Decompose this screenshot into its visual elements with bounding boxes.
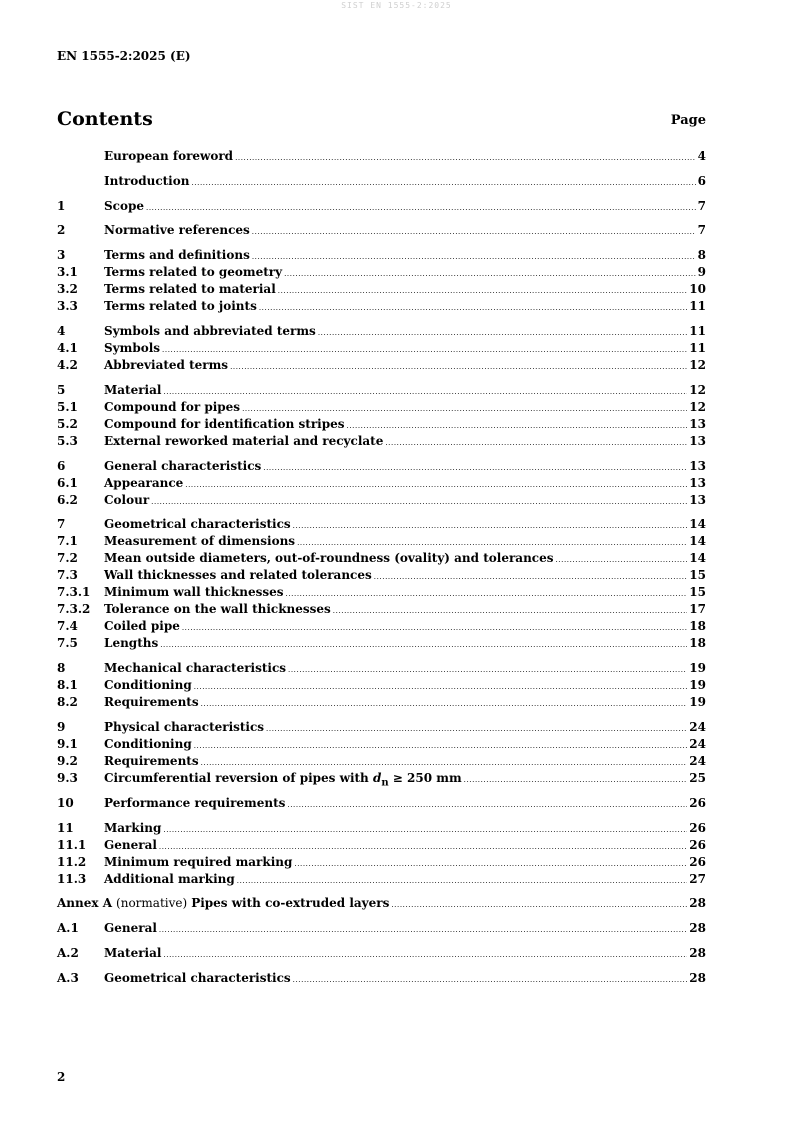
toc-entry[interactable] — [57, 837, 706, 854]
toc-entry-number: 7.3.1 — [57, 585, 91, 600]
toc-page-number: 26 — [689, 820, 706, 835]
toc-entry-number: 6 — [57, 458, 66, 473]
toc-entry-title: Physical characteristics — [104, 719, 265, 734]
toc-entry[interactable] — [57, 920, 706, 937]
toc-entry-title: Conditioning — [104, 736, 192, 751]
toc-entry-number: 3.2 — [57, 282, 78, 297]
toc-dot-leader — [288, 662, 687, 679]
toc-entry-number: 7.3 — [57, 568, 78, 583]
toc-entry[interactable] — [57, 340, 706, 357]
toc-entry-title: Symbols and abbreviated terms — [104, 323, 316, 338]
toc-entry[interactable] — [57, 820, 706, 837]
toc-entry[interactable] — [57, 247, 706, 264]
toc-dot-leader — [237, 873, 688, 890]
toc-entry-title: Appearance — [104, 475, 184, 490]
toc-page-number: 14 — [689, 551, 706, 566]
toc-entry-number: 11.1 — [57, 837, 87, 852]
toc-entry-title — [104, 770, 462, 791]
table-of-contents — [57, 148, 706, 987]
toc-entry-title: European foreword — [104, 149, 234, 163]
toc-entry-number: 1 — [57, 198, 66, 213]
toc-entry-title: Requirements — [104, 753, 199, 768]
toc-entry-number: 8.2 — [57, 695, 78, 710]
toc-dot-leader — [259, 300, 687, 317]
math-subscript: n — [381, 777, 389, 789]
toc-entry-title: Material — [104, 945, 162, 960]
toc-page-number: 12 — [689, 357, 706, 372]
toc-entry-number: 7 — [57, 517, 66, 532]
toc-entry-title-text: ≥ 250 mm — [388, 770, 462, 785]
toc-entry-number: 9 — [57, 719, 66, 734]
toc-page-number: 12 — [689, 382, 706, 397]
page-column-label: Page — [670, 113, 706, 128]
toc-entry-title: Requirements — [104, 695, 199, 710]
toc-page-number: 19 — [689, 661, 706, 676]
toc-dot-leader — [146, 200, 696, 217]
toc-dot-leader — [391, 897, 687, 914]
toc-entry[interactable] — [57, 492, 706, 509]
toc-entry-title: Additional marking — [104, 871, 235, 886]
toc-page-number: 28 — [689, 945, 706, 960]
toc-entry-number: A.2 — [57, 945, 79, 960]
toc-dot-leader — [555, 552, 687, 569]
toc-entry-title: Terms related to joints — [104, 299, 257, 314]
toc-dot-leader — [194, 738, 688, 755]
toc-dot-leader — [347, 418, 688, 435]
toc-entry-number: 7.1 — [57, 534, 78, 549]
toc-entry-title: Normative references — [104, 223, 250, 238]
toc-dot-leader — [191, 175, 695, 192]
toc-entry-title: Symbols — [104, 340, 161, 355]
toc-entry-title: Abbreviated terms — [104, 357, 229, 372]
toc-entry[interactable] — [57, 533, 706, 550]
toc-entry[interactable] — [57, 357, 706, 374]
toc-entry-title: General — [104, 837, 157, 852]
toc-entry-title: Scope — [104, 198, 145, 213]
toc-entry-title: Performance requirements — [104, 795, 286, 810]
toc-entry-number: 7.5 — [57, 636, 78, 651]
toc-entry[interactable] — [57, 584, 706, 601]
toc-dot-leader — [163, 384, 687, 401]
toc-entry-title: Colour — [104, 492, 150, 507]
toc-page-number: 14 — [689, 517, 706, 532]
toc-entry-title: Tolerance on the wall thicknesses — [104, 602, 331, 617]
toc-entry[interactable] — [57, 475, 706, 492]
toc-entry-title: Wall thicknesses and related tolerances — [104, 568, 372, 583]
toc-entry[interactable] — [57, 382, 706, 399]
toc-page-number: 19 — [689, 695, 706, 710]
toc-dot-leader — [284, 266, 696, 283]
toc-page-number: 24 — [689, 719, 706, 734]
toc-page-number: 19 — [689, 678, 706, 693]
toc-page-number: 13 — [689, 492, 706, 507]
contents-title: Contents — [57, 108, 153, 130]
toc-page-number: 18 — [689, 619, 706, 634]
toc-dot-leader — [263, 460, 687, 477]
toc-entry[interactable] — [57, 694, 706, 711]
toc-page-number: 24 — [689, 736, 706, 751]
toc-entry-number: 5.1 — [57, 399, 78, 414]
toc-entry[interactable] — [57, 770, 706, 787]
toc-dot-leader — [286, 586, 688, 603]
toc-entry[interactable] — [57, 895, 706, 912]
toc-page-number: 15 — [689, 568, 706, 583]
toc-entry-title: Terms related to material — [104, 282, 276, 297]
toc-dot-leader — [151, 494, 687, 511]
toc-entry-number: 9.2 — [57, 753, 78, 768]
toc-entry-title: General characteristics — [104, 458, 262, 473]
toc-entry-number: 11 — [57, 820, 74, 835]
toc-annex-label: Annex A — [57, 896, 113, 911]
document-id: EN 1555-2:2025 (E) — [57, 49, 191, 63]
footer-page-number: 2 — [57, 1070, 66, 1084]
toc-page-number: 11 — [689, 299, 706, 314]
toc-entry-number: 2 — [57, 223, 66, 238]
toc-dot-leader — [287, 797, 687, 814]
toc-entry-number: 5.2 — [57, 416, 78, 431]
toc-entry[interactable] — [57, 618, 706, 635]
toc-entry[interactable] — [57, 601, 706, 618]
toc-entry[interactable] — [57, 516, 706, 533]
toc-page-number: 7 — [697, 223, 706, 238]
toc-entry[interactable] — [57, 753, 706, 770]
toc-page-number: 7 — [697, 198, 706, 213]
toc-entry[interactable] — [57, 736, 706, 753]
toc-dot-leader — [278, 283, 688, 300]
toc-page-number: 24 — [689, 753, 706, 768]
toc-dot-leader — [182, 620, 687, 637]
toc-entry[interactable] — [57, 970, 706, 987]
toc-page-number: 17 — [689, 602, 706, 617]
toc-entry-title: External reworked material and recyclate — [104, 433, 384, 448]
toc-entry-title: Mean outside diameters, out-of-roundness (ovality) and tolerances — [104, 551, 554, 566]
toc-entry-number: 4.2 — [57, 357, 78, 372]
toc-entry-number: 6.1 — [57, 475, 78, 490]
toc-dot-leader — [159, 922, 687, 939]
toc-entry-title: Compound for pipes — [104, 399, 241, 414]
toc-entry-number: 11.3 — [57, 871, 87, 886]
toc-entry-number: 5.3 — [57, 433, 78, 448]
toc-entry-number: 11.2 — [57, 854, 87, 869]
toc-page-number: 13 — [689, 458, 706, 473]
toc-entry-title-text: Circumferential reversion of pipes with — [104, 770, 373, 785]
toc-entry-number: 4.1 — [57, 340, 78, 355]
toc-page-number: 11 — [689, 323, 706, 338]
toc-dot-leader — [194, 679, 688, 696]
toc-entry[interactable] — [57, 677, 706, 694]
toc-entry[interactable] — [57, 416, 706, 433]
toc-entry-title: General — [104, 921, 157, 936]
toc-entry[interactable] — [57, 660, 706, 677]
toc-dot-leader — [266, 721, 687, 738]
toc-page-number: 25 — [689, 770, 706, 785]
toc-page-number: 28 — [689, 896, 706, 911]
toc-dot-leader — [293, 518, 688, 535]
toc-entry-title: Minimum wall thicknesses — [104, 585, 284, 600]
toc-dot-leader — [318, 325, 687, 342]
toc-dot-leader — [163, 947, 687, 964]
toc-entry-title: Introduction — [104, 173, 190, 188]
toc-entry-number: 7.3.2 — [57, 602, 91, 617]
toc-entry[interactable] — [57, 945, 706, 962]
toc-page-number: 27 — [689, 871, 706, 886]
toc-entry[interactable] — [57, 871, 706, 888]
toc-page-number: 14 — [689, 534, 706, 549]
toc-entry[interactable] — [57, 148, 706, 165]
toc-entry[interactable] — [57, 458, 706, 475]
toc-page-number: 12 — [689, 399, 706, 414]
toc-entry-title: Mechanical characteristics — [104, 661, 287, 676]
toc-dot-leader — [333, 603, 688, 620]
toc-page-number: 28 — [689, 970, 706, 985]
toc-entry-number: 7.4 — [57, 619, 78, 634]
toc-entry-title: Geometrical characteristics — [104, 517, 291, 532]
toc-dot-leader — [374, 569, 688, 586]
toc-entry-title: Terms related to geometry — [104, 265, 283, 280]
toc-entry-title: Coiled pipe — [104, 619, 180, 634]
toc-page-number: 26 — [689, 837, 706, 852]
toc-entry-title: Minimum required marking — [104, 854, 293, 869]
toc-entry-title: Geometrical characteristics — [104, 970, 291, 985]
toc-entry[interactable] — [57, 323, 706, 340]
watermark-text: SIST EN 1555-2:2025 — [341, 1, 452, 10]
toc-dot-leader — [230, 359, 687, 376]
toc-page-number: 26 — [689, 795, 706, 810]
toc-entry[interactable] — [57, 298, 706, 315]
toc-page-number: 4 — [697, 149, 706, 163]
toc-page-number: 11 — [689, 340, 706, 355]
toc-entry-title: Conditioning — [104, 678, 192, 693]
toc-page-number: 13 — [689, 416, 706, 431]
toc-page-number: 6 — [697, 173, 706, 188]
toc-entry[interactable] — [57, 173, 706, 190]
contents-heading — [57, 108, 706, 134]
toc-entry-number: 10 — [57, 795, 74, 810]
toc-entry[interactable] — [57, 399, 706, 416]
toc-entry[interactable] — [57, 281, 706, 298]
toc-entry-number: 3.3 — [57, 299, 78, 314]
toc-page-number: 13 — [689, 475, 706, 490]
toc-entry-number: 9.3 — [57, 770, 78, 785]
toc-dot-leader — [294, 856, 687, 873]
toc-entry-number: 5 — [57, 382, 66, 397]
toc-entry[interactable] — [57, 635, 706, 652]
toc-dot-leader — [385, 435, 687, 452]
toc-entry-title: Compound for identification stripes — [104, 416, 345, 431]
toc-entry-number: 7.2 — [57, 551, 78, 566]
toc-entry-number: A.3 — [57, 970, 79, 985]
toc-dot-leader — [235, 150, 696, 167]
toc-page-number: 15 — [689, 585, 706, 600]
toc-entry[interactable] — [57, 567, 706, 584]
toc-entry[interactable] — [57, 854, 706, 871]
toc-dot-leader — [293, 972, 688, 989]
toc-dot-leader — [160, 637, 687, 654]
toc-entry-number: 9.1 — [57, 736, 78, 751]
toc-entry-title: Lengths — [104, 636, 159, 651]
toc-dot-leader — [185, 477, 687, 494]
toc-page-number: 10 — [689, 282, 706, 297]
toc-entry-number: 3 — [57, 248, 66, 263]
toc-page-number: 28 — [689, 921, 706, 936]
toc-page-number: 18 — [689, 636, 706, 651]
toc-entry-number: A.1 — [57, 921, 79, 936]
toc-entry[interactable] — [57, 222, 706, 239]
toc-dot-leader — [201, 696, 688, 713]
toc-entry-title: Pipes with co-extruded layers — [191, 896, 390, 911]
toc-annex-type: (normative) — [116, 896, 188, 911]
toc-entry[interactable] — [57, 550, 706, 567]
toc-entry-number: 8 — [57, 661, 66, 676]
nominal-diameter-symbol — [372, 770, 389, 789]
toc-page-number: 26 — [689, 854, 706, 869]
toc-entry-title: Terms and definitions — [104, 248, 250, 263]
toc-page-number: 13 — [689, 433, 706, 448]
toc-entry-number: 6.2 — [57, 492, 78, 507]
toc-dot-leader — [252, 249, 696, 266]
toc-dot-leader — [252, 224, 696, 241]
toc-entry[interactable] — [57, 433, 706, 450]
toc-dot-leader — [464, 772, 688, 789]
toc-dot-leader — [163, 822, 687, 839]
toc-page-number: 8 — [697, 248, 706, 263]
toc-entry-title: Measurement of dimensions — [104, 534, 296, 549]
toc-entry[interactable] — [57, 719, 706, 736]
toc-entry-title: Material — [104, 382, 162, 397]
toc-entry-number: 3.1 — [57, 265, 78, 280]
toc-entry-number: 8.1 — [57, 678, 78, 693]
toc-dot-leader — [162, 342, 687, 359]
toc-entry[interactable] — [57, 198, 706, 215]
toc-entry[interactable] — [57, 795, 706, 812]
math-variable: d — [372, 770, 382, 785]
toc-entry[interactable] — [57, 264, 706, 281]
toc-entry-number: 4 — [57, 323, 66, 338]
toc-page-number: 9 — [697, 265, 706, 280]
toc-entry-title: Marking — [104, 820, 162, 835]
